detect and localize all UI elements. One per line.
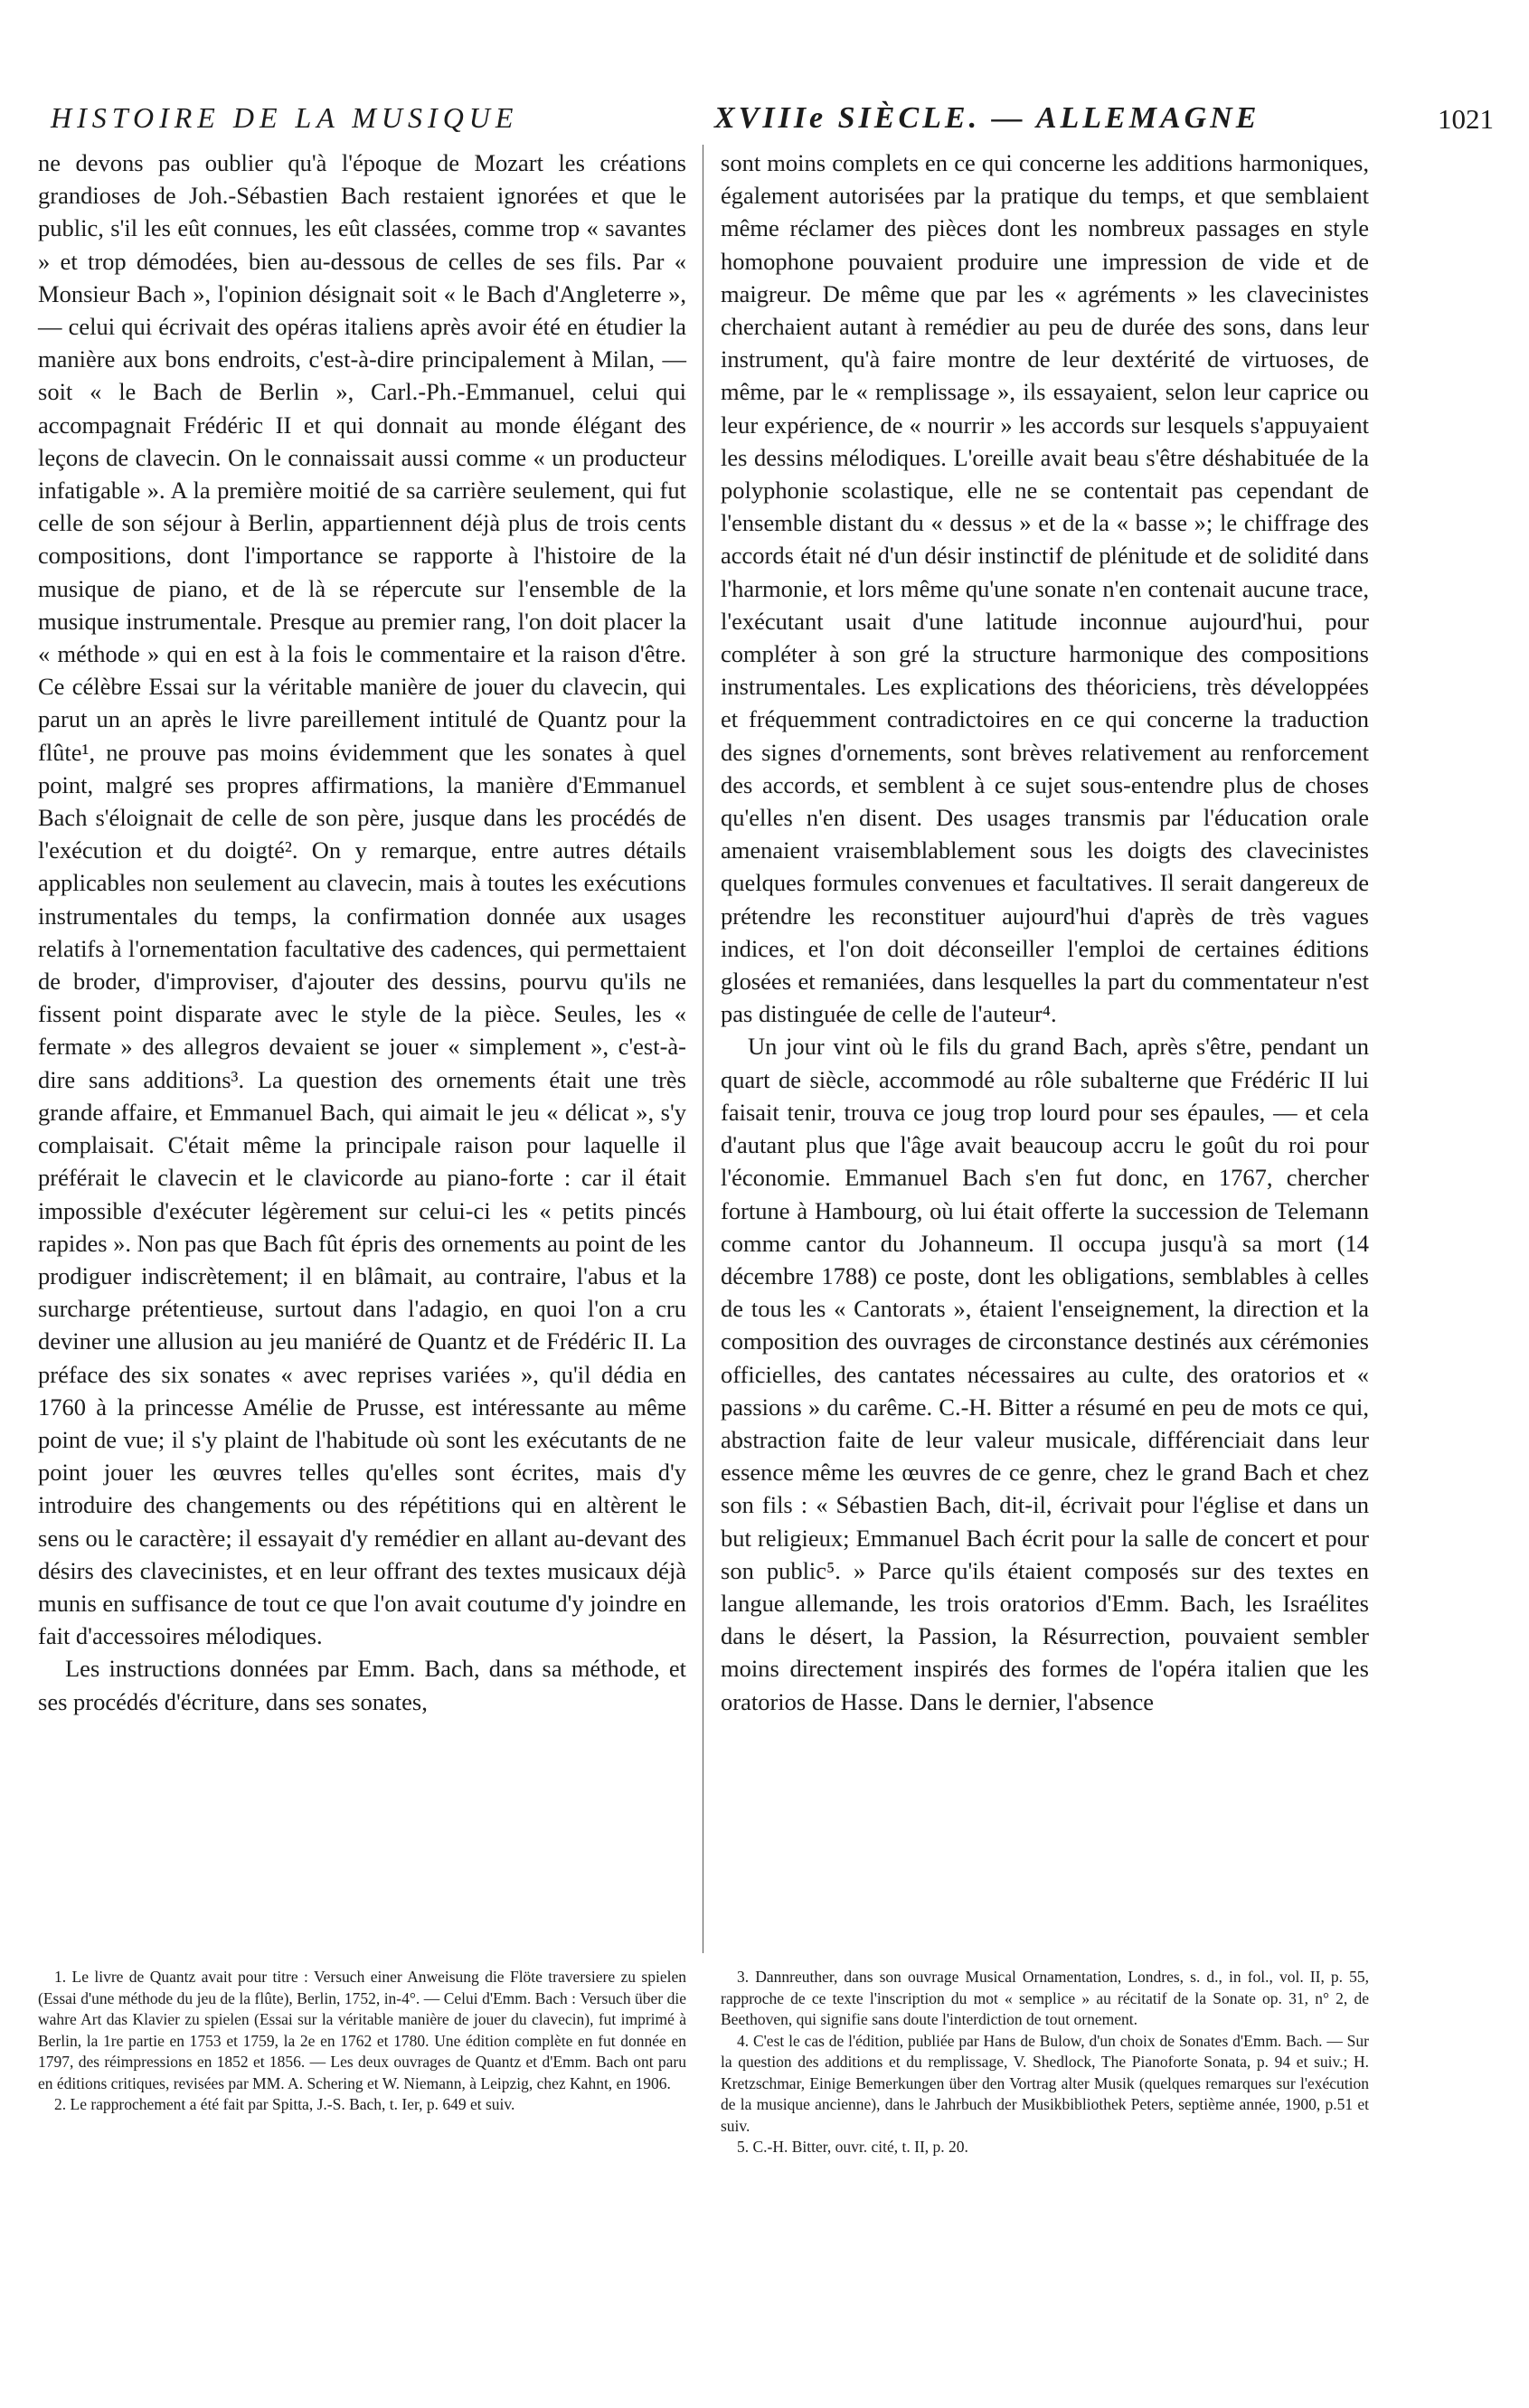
left-column — [38, 146, 686, 1718]
running-title-right: XVIIIe SIÈCLE. — ALLEMAGNE — [714, 101, 1260, 135]
footnotes-left — [38, 1967, 686, 2116]
running-title-left: HISTOIRE DE LA MUSIQUE — [51, 101, 519, 134]
footnote: 3. Dannreuther, dans son ouvrage Musical Ornamentation, Londres, s. d., in fol., vol. II, p. 55, rapproche de ce texte l'inscription du mot « semplice » au récitatif de la Sonate op. 31, n° 2, de Beethoven, qui signifie sans doute l'interdiction de tout ornement. — [721, 1968, 1369, 2028]
paragraph: sont moins complets en ce qui concerne les additions harmoniques, également autorisées par la pratique du temps, et que semblaient même réclamer des pièces dont les nombreux passages en style homophone pouvaient produire une impression de vide et de maigreur. De même que par les « agréments » les clavecinistes cherchaient autant à remédier au peu de durée des sons, dans leur instrument, qu'à faire montre de leur dextérité de virtuoses, de même, par le « remplissage », ils essayaient, selon leur caprice ou leur expérience, de « nourrir » les accords sur lesquels s'appuyaient les dessins mélodiques. L'oreille avait beau s'être déshabituée de la polyphonie scolastique, elle ne se contentait pas cependant de l'ensemble distant du « dessus » et de la « basse »; le chiffrage des accords était né d'un désir instinctif de plénitude et de solidité dans l'harmonie, et lors même qu'une sonate n'en contenait aucune trace, l'exécutant usait d'une latitude inconnue aujourd'hui, pour compléter à son gré la structure harmonique des compositions instrumentales. Les explications des théoriciens, très développées et fréquemment contradictoires en ce qui concerne la traduction des signes d'ornements, sont brèves relativement au renforcement des accords, et semblent à ce sujet sous-entendre plus de choses qu'elles n'en disent. Des usages transmis par l'éducation orale amenaient vraisemblablement sous les doigts des clavecinistes quelques formules convenues et facultatives. Il serait dangereux de prétendre les reconstituer aujourd'hui d'après de très vagues indices, et l'on doit déconseiller l'emploi de certaines éditions glosées et remaniées, dans lesquelles la part du commentateur n'est pas distinguée de celle de l'auteur⁴. — [721, 149, 1369, 1028]
paragraph: Les instructions données par Emm. Bach, dans sa méthode, et ses procédés d'écriture, dans ses sonates, — [38, 1655, 686, 1715]
footnote: 1. Le livre de Quantz avait pour titre : Versuch einer Anweisung die Flöte traversiere zu spielen (Essai d'une méthode du jeu de la flûte), Berlin, 1752, in-4°. — Celui d'Emm. Bach : Versuch über die wahre Art das Klavier zu spielen (Essai sur la véritable manière de jouer du clavecin), fut imprimé à Berlin, la 1re partie en 1753 et 1759, la 2e en 1762 et 1780. Une édition complète en fut donnée en 1797, des réimpressions en 1852 et 1856. — Les deux ouvrages de Quantz et d'Emm. Bach ont paru en éditions critiques, revisées par MM. A. Schering et W. Niemann, à Leipzig, chez Kahnt, en 1906. — [38, 1968, 686, 2092]
paragraph: Un jour vint où le fils du grand Bach, après s'être, pendant un quart de siècle, accommodé au rôle subalterne que Frédéric II lui faisait tenir, trouva ce joug trop lourd pour ses épaules, — et cela d'autant plus que l'âge avait beaucoup accru le goût du roi pour l'économie. Emmanuel Bach s'en fut donc, en 1767, chercher fortune à Hambourg, où lui était offerte la succession de Telemann comme cantor du Johanneum. Il occupa jusqu'à sa mort (14 décembre 1788) ce poste, dont les obligations, semblables à celles de tous les « Cantorats », étaient l'enseignement, la direction et la composition des ouvrages de circonstance destinés aux cérémonies officielles, des cantates nécessaires au culte, des oratorios et « passions » du carême. C.-H. Bitter a résumé en peu de mots ce qui, abstraction faite de leur valeur musicale, différenciait dans leur essence même les œuvres de ce genre, chez le grand Bach et chez son fils : « Sébastien Bach, dit-il, écrivait pour l'église et dans un but religieux; Emmanuel Bach écrit pour la salle de concert et pour son public⁵. » Parce qu'ils étaient composés sur des textes en langue allemande, les trois oratorios d'Emm. Bach, les Israélites dans le désert, la Passion, la Résurrection, pouvaient sembler moins directement inspirés des formes de l'opéra italien que les oratorios de Hasse. Dans le dernier, l'absence — [721, 1033, 1369, 1715]
right-column — [721, 146, 1369, 1718]
footnotes-right — [721, 1967, 1369, 2158]
paragraph: ne devons pas oublier qu'à l'époque de Mozart les créations grandioses de Joh.-Sébastien Bach restaient ignorées et que le public, s'il les eût connues, les eût classées, comme trop « savantes » et trop démodées, bien au-dessous de celles de ses fils. Par « Monsieur Bach », l'opinion désignait soit « le Bach d'Angleterre », — celui qui écrivait des opéras italiens après avoir été en étudier la manière aux bons endroits, c'est-à-dire principalement à Milan, — soit « le Bach de Berlin », Carl.-Ph.-Emmanuel, celui qui accompagnait Frédéric II et qui donnait au monde élégant des leçons de clavecin. On le connaissait aussi comme « un producteur infatigable ». A la première moitié de sa carrière seulement, qui fut celle de son séjour à Berlin, appartiennent déjà plus de trois cents compositions, dont l'importance se rapporte à l'histoire de la musique de piano, et de là se répercute sur l'ensemble de la musique instrumentale. Presque au premier rang, l'on doit placer la « méthode » qui en est à la fois le commentaire et la raison d'être. Ce célèbre Essai sur la véritable manière de jouer du clavecin, qui parut un an après le livre pareillement intitulé de Quantz pour la flûte¹, ne prouve pas moins évidemment que les sonates à quel point, malgré ses propres affirmations, la manière d'Emmanuel Bach s'éloignait de celle de son père, jusque dans les procédés de l'exécution et du doigté². On y remarque, entre autres détails applicables non seulement au clavecin, mais à toutes les exécutions instrumentales du temps, la confirmation donnée aux usages relatifs à l'ornementation facultative des cadences, qui permettaient de broder, d'improviser, d'ajouter des dessins, pourvu qu'ils ne fissent point disparate avec le style de la pièce. Seules, les « fermate » des allegros devaient se jouer « simplement », c'est-à-dire sans additions³. La question des ornements était une très grande affaire, et Emmanuel Bach, qui aimait le jeu « délicat », s'y complaisait. C'était même la principale raison pour laquelle il préférait le clavecin et le clavicorde au piano-forte : car il était impossible d'exécuter légèrement sur celui-ci les « petits pincés rapides ». Non pas que Bach fût épris des ornements au point de les prodiguer indiscrètement; il en blâmait, au contraire, l'abus et la surcharge prétentieuse, surtout dans l'adagio, en quoi l'on a cru deviner une allusion au jeu maniéré de Quantz et de Frédéric II. La préface des six sonates « avec reprises variées », qu'il dédia en 1760 à la princesse Amélie de Prusse, est intéressante au même point de vue; il s'y plaint de l'habitude où sont les exécutants de ne point jouer les œuvres telles qu'elles sont écrites, mais d'y introduire des changements ou des répétitions qui en altèrent le sens ou le caractère; il essayait d'y remédier en allant au-devant des désirs des clavecinistes, et en leur offrant des textes musicaux déjà munis en suffisance de tout ce que l'on avait coutume d'y joindre en fait d'accessoires mélodiques. — [38, 149, 687, 1650]
footnote: 4. C'est le cas de l'édition, publiée par Hans de Bulow, d'un choix de Sonates d'Emm. Bach. — Sur la question des additions et du remplissage, V. Shedlock, The Pianoforte Sonata, p. 94 et suiv.; H. Kretzschmar, Einige Bemerkungen über den Vortrag alter Musik (quelques remarques sur l'exécution de la musique ancienne), dans le Jahrbuch der Musikbibliothek Peters, septième année, 1900, p.51 et suiv. — [721, 2031, 1369, 2135]
footnote: 5. C.-H. Bitter, ouvr. cité, t. II, p. 20. — [737, 2138, 968, 2156]
footnote: 2. Le rapprochement a été fait par Spitta, J.-S. Bach, t. Ier, p. 649 et suiv. — [54, 2095, 515, 2113]
page-number: 1021 — [1438, 103, 1494, 135]
